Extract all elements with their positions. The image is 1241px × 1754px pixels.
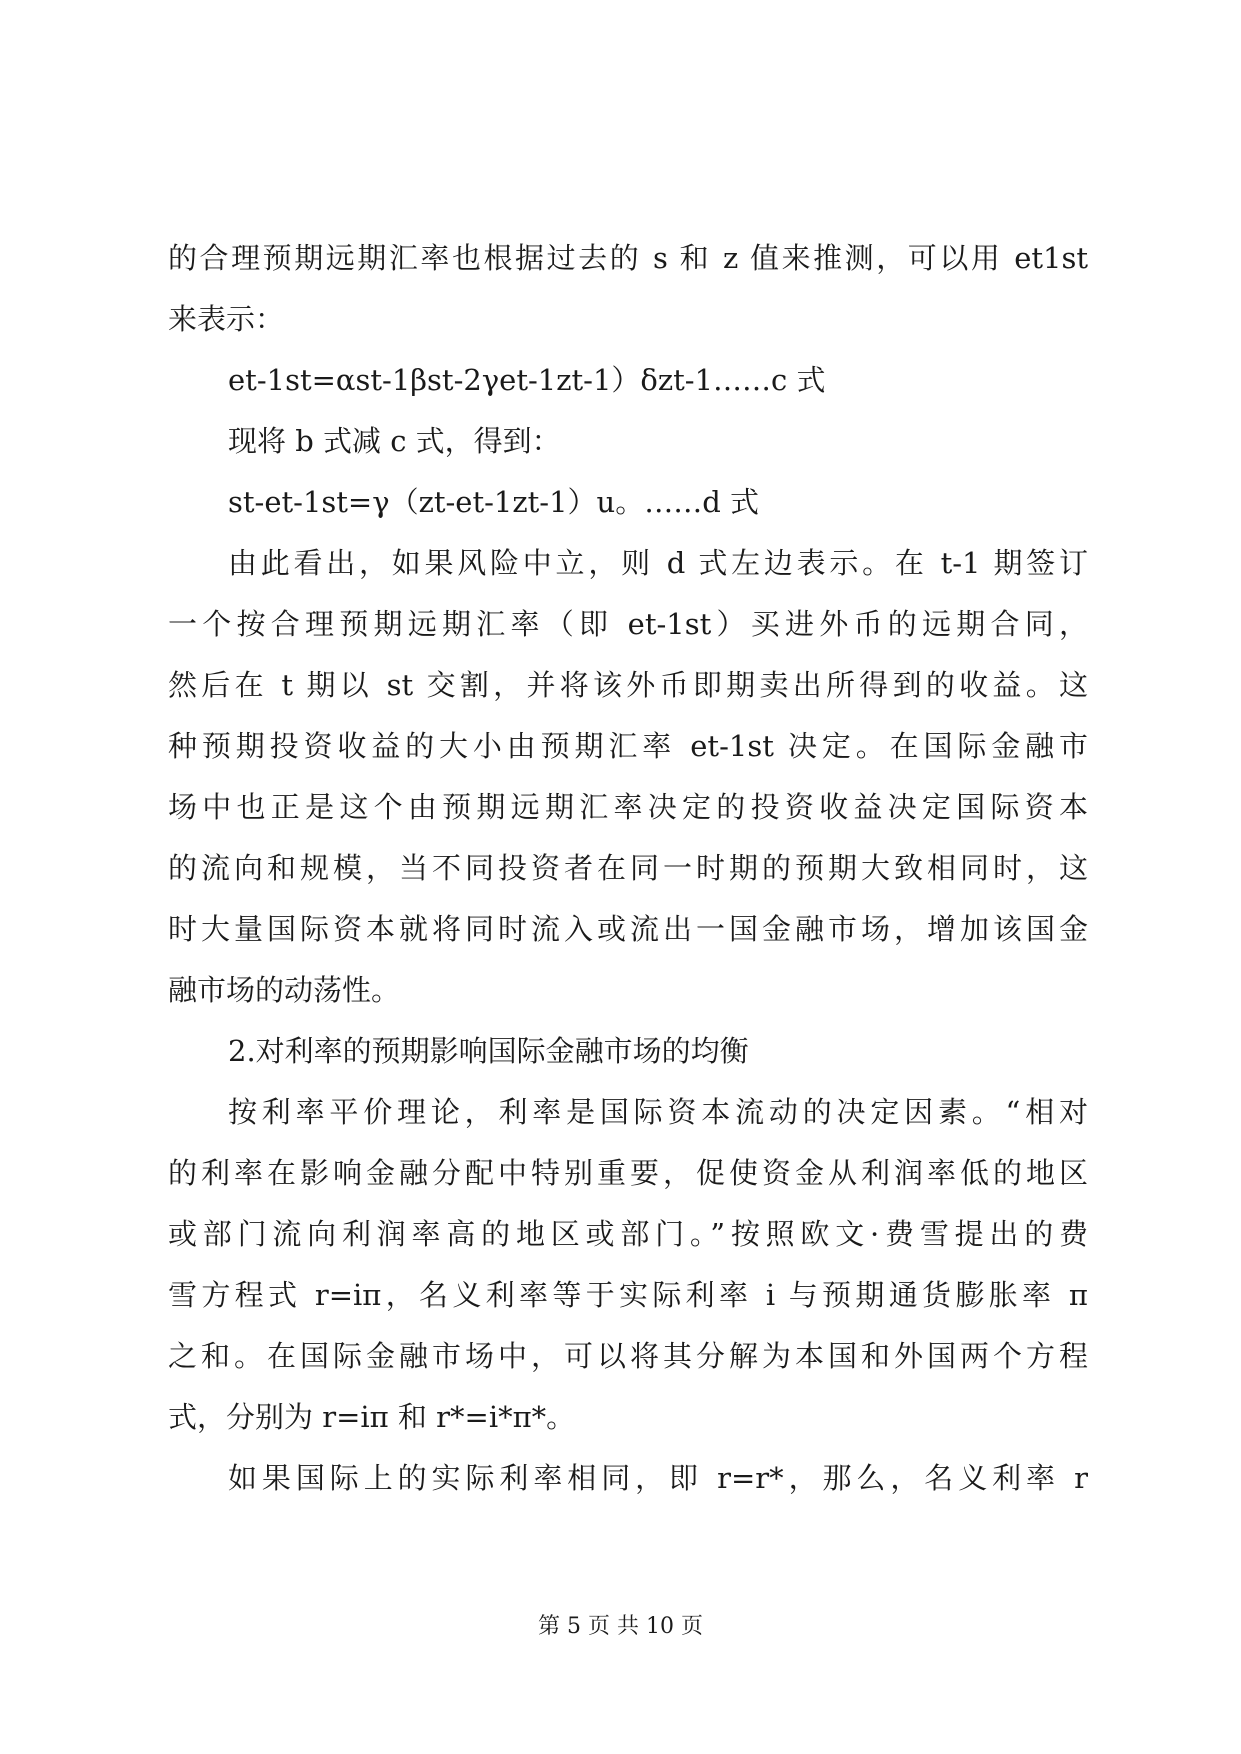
paragraph-line: 如果国际上的实际利率相同，即 r=r*，那么，名义利率 r: [228, 1461, 1088, 1495]
paragraph-line: 之和。在国际金融市场中，可以将其分解为本国和外国两个方程: [168, 1339, 1088, 1373]
paragraph-line: 场中也正是这个由预期远期汇率决定的投资收益决定国际资本: [168, 790, 1088, 824]
formula-line: st-et-1st=γ（zt-et-1zt-1）u。……d 式: [228, 485, 760, 519]
paragraph-line: 一个按合理预期远期汇率（即 et-1st）买进外币的远期合同，: [168, 607, 1088, 641]
paragraph-line: 式，分别为 r=iπ 和 r*=i*π*。: [168, 1400, 576, 1434]
paragraph-line: 由此看出，如果风险中立，则 d 式左边表示。在 t-1 期签订: [228, 546, 1088, 580]
paragraph-line: 的流向和规模，当不同投资者在同一时期的预期大致相同时，这: [168, 851, 1088, 885]
paragraph-line: 的合理预期远期汇率也根据过去的 s 和 z 值来推测，可以用 et1st: [168, 241, 1088, 275]
paragraph-line: 融市场的动荡性。: [168, 973, 401, 1007]
paragraph-line: 时大量国际资本就将同时流入或流出一国金融市场，增加该国金: [168, 912, 1088, 946]
formula-line: et-1st=αst-1βst-2γet-1zt-1）δzt-1……c 式: [228, 363, 826, 397]
paragraph-line: 然后在 t 期以 st 交割，并将该外币即期卖出所得到的收益。这: [168, 668, 1088, 702]
paragraph-line: 来表示：: [168, 302, 285, 336]
page-number-footer: 第 5 页 共 10 页: [538, 1614, 703, 1639]
paragraph-line: 的利率在影响金融分配中特别重要，促使资金从利润率低的地区: [168, 1156, 1088, 1190]
paragraph-line: 现将 b 式减 c 式，得到：: [228, 424, 561, 458]
section-heading: 2.对利率的预期影响国际金融市场的均衡: [228, 1034, 749, 1068]
document-body: [168, 228, 1088, 1509]
paragraph-line: 或部门流向利润率高的地区或部门。”按照欧文·费雪提出的费: [168, 1217, 1088, 1251]
paragraph-line: 按利率平价理论，利率是国际资本流动的决定因素。“相对: [228, 1095, 1088, 1129]
paragraph-line: 雪方程式 r=iπ，名义利率等于实际利率 i 与预期通货膨胀率 π: [168, 1278, 1088, 1312]
paragraph-line: 种预期投资收益的大小由预期汇率 et-1st 决定。在国际金融市: [168, 729, 1088, 763]
